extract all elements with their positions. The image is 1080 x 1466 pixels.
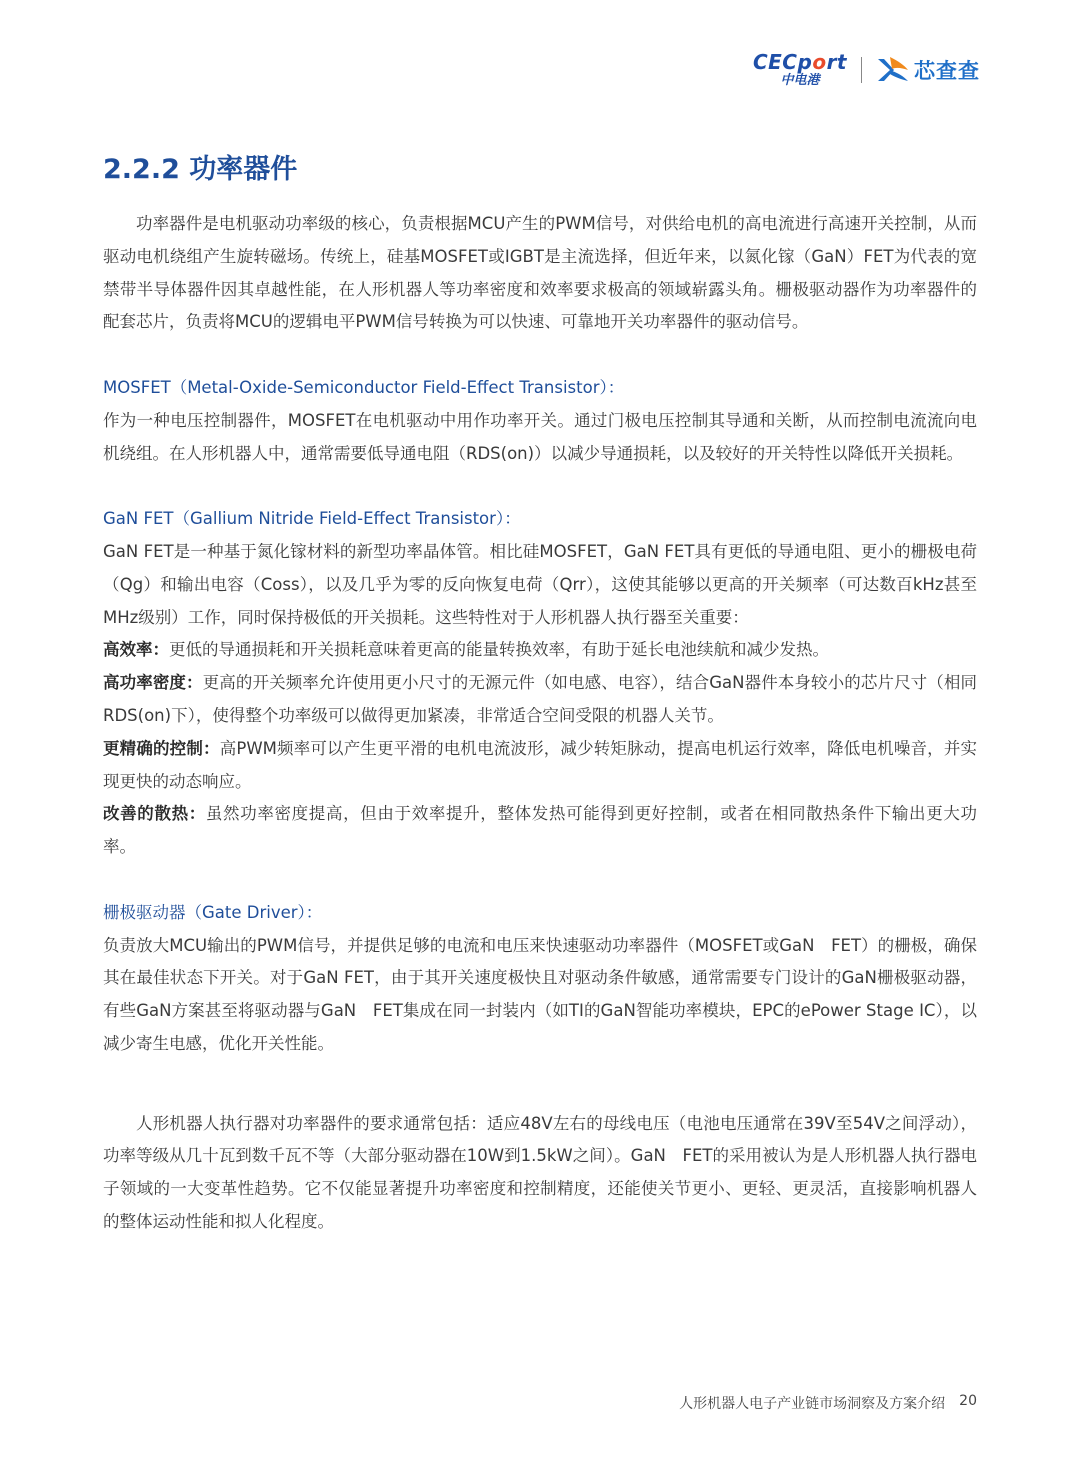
gan-point-text: 更低的导通损耗和开关损耗意味着更高的能量转换效率，有助于延长电池续航和减少发热。 [169, 640, 829, 660]
section-title: 2.2.2 功率器件 [103, 154, 298, 185]
summary-paragraph: 人形机器人执行器对功率器件的要求通常包括：适应48V左右的母线电压（电池电压通常在39V至54V之间浮动），功率等级从几十瓦到数千瓦不等（大部分驱动器在10W到1.5kW之间）。GaN FET的采用被认为是人形机器人执行器电子领域的一大变革性趋势。它不仅能显著提升功率密度和控制精度，还能使关节更小、更轻、更灵活，直接影响机器人的整体运动性能和拟人化程度。 [103, 1113, 977, 1231]
gan-point [103, 798, 977, 864]
cecport-logo-cn: 中电港 [780, 73, 820, 88]
gan-point-label: 高功率密度： [103, 673, 203, 693]
gan-point [103, 634, 977, 667]
page-footer [679, 1393, 977, 1413]
mosfet-paragraph: 作为一种电压控制器件，MOSFET在电机驱动中用作功率开关。通过门极电压控制其导通和关断，从而控制电流流向电机绕组。在人形机器人中，通常需要低导通电阻（RDS(on)）以减少导通损耗，以及较好的开关特性以降低开关损耗。 [103, 410, 977, 463]
gan-point-text: 虽然功率密度提高，但由于效率提升，整体发热可能得到更好控制，或者在相同散热条件下输出更大功率。 [103, 804, 978, 857]
cecport-logo-text-o: o [812, 50, 827, 74]
cecport-logo-text-a: CECp [752, 50, 813, 74]
gan-point [103, 667, 977, 733]
gan-point-text: 高PWM频率可以产生更平滑的电机电流波形，减少转矩脉动，提高电机运行效率，降低电机噪音，并实现更快的动态响应。 [103, 738, 978, 791]
xinchacha-logo-cn: 芯查查 [914, 58, 980, 83]
header-logos [753, 52, 980, 87]
main-content [103, 208, 977, 1239]
cecport-logo [753, 52, 847, 87]
xinchacha-logo [876, 55, 980, 85]
cecport-logo-text-c: rt [826, 50, 847, 74]
gan-point-label: 改善的散热： [103, 804, 206, 824]
page-number: 20 [959, 1393, 977, 1409]
gan-heading: GaN FET（Gallium Nitride Field-Effect Transistor）： [103, 509, 521, 529]
gate-driver-heading: 栅极驱动器（Gate Driver）： [103, 902, 323, 922]
logo-divider [861, 57, 862, 83]
gan-point [103, 733, 977, 799]
mosfet-heading: MOSFET（Metal-Oxide-Semiconductor Field-Effect Transistor）： [103, 377, 625, 397]
intro-paragraph: 功率器件是电机驱动功率级的核心，负责根据MCU产生的PWM信号，对供给电机的高电流进行高速开关控制，从而驱动电机绕组产生旋转磁场。传统上，硅基MOSFET或IGBT是主流选择，但近年来，以氮化镓（GaN）FET为代表的宽禁带半导体器件因其卓越性能，在人形机器人等功率密度和效率要求极高的领域崭露头角。栅极驱动器作为功率器件的配套芯片，负责将MCU的逻辑电平PWM信号转换为可以快速、可靠地开关功率器件的驱动信号。 [103, 214, 977, 332]
gan-paragraph: GaN FET是一种基于氮化镓材料的新型功率晶体管。相比硅MOSFET，GaN FET具有更低的导通电阻、更小的栅极电荷（Qg）和输出电容（Coss），以及几乎为零的反向恢复电荷（Qrr），这使其能够以更高的开关频率（可达数百kHz甚至MHz级别）工作，同时保持极低的开关损耗。这些特性对于人形机器人执行器至关重要： [103, 541, 977, 627]
footer-doc-title: 人形机器人电子产业链市场洞察及方案介绍 [679, 1396, 946, 1412]
gan-point-label: 高效率： [103, 640, 169, 660]
xinchacha-mark-icon [876, 55, 910, 85]
gan-point-text: 更高的开关频率允许使用更小尺寸的无源元件（如电感、电容），结合GaN器件本身较小的芯片尺寸（相同RDS(on)下），使得整个功率级可以做得更加紧凑，非常适合空间受限的机器人关节。 [103, 673, 977, 725]
gate-driver-paragraph: 负责放大MCU输出的PWM信号，并提供足够的电流和电压来快速驱动功率器件（MOSFET或GaN FET）的栅极，确保其在最佳状态下开关。对于GaN FET，由于其开关速度极快且对驱动条件敏感，通常需要专门设计的GaN栅极驱动器，有些GaN方案甚至将驱动器与GaN FET集成在同一封装内（如TI的GaN智能功率模块，EPC的ePower Stage IC），以减少寄生电感，优化开关性能。 [103, 935, 977, 1053]
gan-point-label: 更精确的控制： [103, 738, 220, 758]
